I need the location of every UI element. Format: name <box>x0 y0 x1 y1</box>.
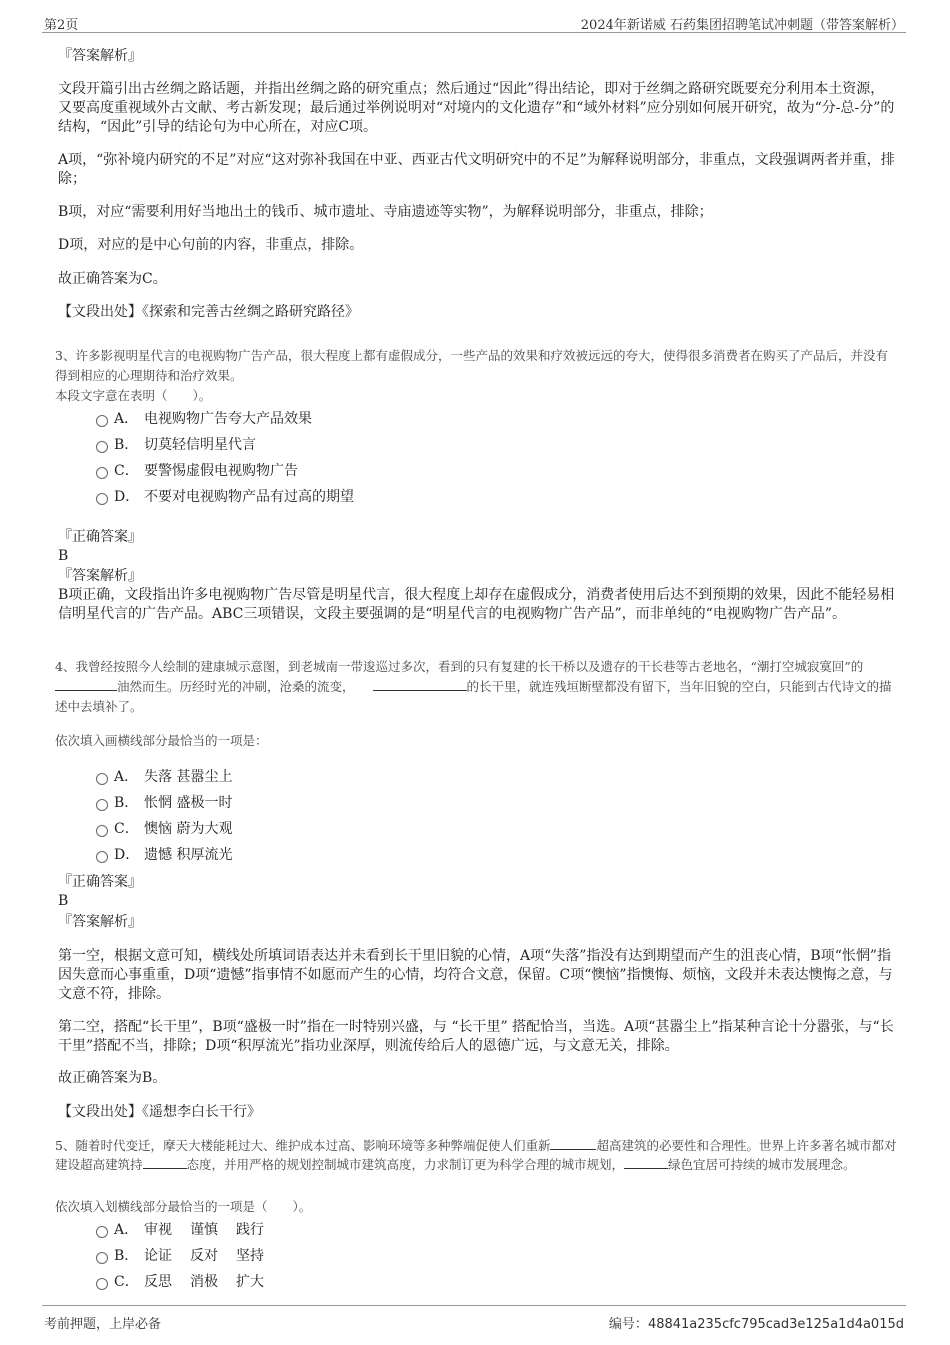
page-footer <box>42 1305 906 1330</box>
option-word-2: 谨慎 <box>190 1222 218 1238</box>
q3-answer: B <box>58 548 69 564</box>
q4-answer-heading: 『正确答案』 <box>58 874 142 890</box>
q4-option-d[interactable] <box>96 843 232 865</box>
q3-option-c[interactable] <box>96 459 298 481</box>
document-title: 2024年新诺威 石药集团招聘笔试冲刺题（带答案解析） <box>580 18 904 33</box>
radio-icon[interactable] <box>96 1252 108 1264</box>
code-value: 48841a235cfc795cad3e125a1d4a015d <box>647 1317 904 1332</box>
option-letter: C． <box>114 821 139 837</box>
radio-icon[interactable] <box>96 773 108 785</box>
blank-line <box>55 677 117 691</box>
q2-source: 【文段出处】《探索和完善古丝绸之路研究路径》 <box>58 304 359 320</box>
q3-prompt: 本段文字意在表明（ ）。 <box>55 388 212 403</box>
q5-option-b[interactable] <box>96 1244 264 1266</box>
option-letter: D． <box>114 847 140 863</box>
q3-option-b[interactable] <box>96 433 256 455</box>
q4-analysis-heading: 『答案解析』 <box>58 914 142 930</box>
page-number: 第2页 <box>44 18 79 33</box>
q4-source: 【文段出处】《遥想李白长干行》 <box>58 1104 261 1120</box>
radio-icon[interactable] <box>96 441 108 453</box>
option-letter: A． <box>114 1222 139 1238</box>
footer-slogan: 考前押题，上岸必备 <box>44 1317 162 1332</box>
radio-icon[interactable] <box>96 799 108 811</box>
q5-stem-part-4: 绿色宜居可持续的城市发展理念。 <box>668 1157 856 1172</box>
q2-analysis-paragraph-4: D项，对应的是中心句前的内容，非重点，排除。 <box>58 237 364 253</box>
option-word-3: 扩大 <box>236 1274 264 1290</box>
q4-option-c[interactable] <box>96 817 232 839</box>
option-word-2: 消极 <box>190 1274 218 1290</box>
q5-stem-part-1: 5、随着时代变迁，摩天大楼能耗过大、维护成本过高、影响环境等多种弊端促使人们重新 <box>55 1138 551 1153</box>
option-text: 不要对电视购物产品有过高的期望 <box>144 489 354 505</box>
option-letter: C． <box>114 463 139 479</box>
q3-answer-heading: 『正确答案』 <box>58 529 142 545</box>
q4-option-a[interactable] <box>96 765 232 787</box>
q5-stem-part-3: 态度，并用严格的规划控制城市建筑高度，力求制订更为科学合理的城市规划， <box>186 1157 625 1172</box>
option-word-3: 践行 <box>236 1222 264 1238</box>
q5-stem-part-2: 超高建筑的必要性和合理性。世界上许多著名城市都对建设超高建筑持 <box>55 1138 897 1172</box>
q5-option-c[interactable] <box>96 1270 264 1292</box>
page-header <box>42 14 906 33</box>
option-letter: A． <box>114 769 139 785</box>
option-text: 切莫轻信明星代言 <box>144 437 256 453</box>
q4-answer: B <box>58 893 69 909</box>
q2-analysis-paragraph-3: B项，对应“需要利用好当地出土的钱币、城市遗址、寺庙遗迹等实物”，为解释说明部分，非重点，排除； <box>58 204 713 220</box>
q4-stem-part-1: 4、我曾经按照今人绘制的建康城示意图，到老城南一带逡巡过多次，看到的只有复建的长干桥以及遗存的干长巷等古老地名，“潮打空城寂寞回”的 <box>55 659 864 674</box>
q4-final-answer: 故正确答案为B。 <box>58 1070 167 1086</box>
option-text: 遗憾 积厚流光 <box>144 847 233 863</box>
option-text: 电视购物广告夸大产品效果 <box>144 411 312 427</box>
option-word-1: 反思 <box>144 1274 172 1290</box>
option-word-3: 坚持 <box>236 1248 264 1264</box>
q5-stem <box>55 1136 900 1174</box>
q2-analysis-paragraph-2: A项，“弥补境内研究的不足”对应“这对弥补我国在中亚、西亚古代文明研究中的不足”为解释说明部分，非重点，文段强调两者并重，排除； <box>58 152 895 187</box>
option-letter: B． <box>114 1248 139 1264</box>
q3-analysis-heading: 『答案解析』 <box>58 568 142 584</box>
option-word-1: 论证 <box>144 1248 172 1264</box>
q3-stem: 3、许多影视明星代言的电视购物广告产品，很大程度上都有虚假成分，一些产品的效果和疗效被远远的夸大，使得很多消费者在购买了产品后，并没有得到相应的心理期待和治疗效果。 <box>55 348 888 383</box>
document-code <box>609 1313 904 1332</box>
q5-option-a[interactable] <box>96 1218 264 1240</box>
option-letter: D． <box>114 489 140 505</box>
option-text: 要警惕虚假电视购物广告 <box>144 463 298 479</box>
option-word-2: 反对 <box>190 1248 218 1264</box>
q4-option-b[interactable] <box>96 791 232 813</box>
option-letter: B． <box>114 437 139 453</box>
radio-icon[interactable] <box>96 493 108 505</box>
q2-final-answer: 故正确答案为C。 <box>58 271 167 287</box>
option-text: 懊恼 蔚为大观 <box>144 821 233 837</box>
blank-line <box>624 1155 668 1169</box>
q4-stem-part-2: 油然而生。历经时光的冲刷，沧桑的流变， <box>117 679 355 694</box>
q5-prompt: 依次填入划横线部分最恰当的一项是（ ）。 <box>55 1199 312 1214</box>
option-word-1: 审视 <box>144 1222 172 1238</box>
code-label: 编号： <box>608 1317 648 1332</box>
radio-icon[interactable] <box>96 851 108 863</box>
q4-stem-part-3: 的长干里，就连残垣断壁都没有留下，当年旧貌的空白，只能到古代诗文的描述中去填补了。 <box>55 679 892 714</box>
q4-analysis-paragraph-1: 第一空，根据文意可知，横线处所填词语表达并未看到长干里旧貌的心情，A项“失落”指没有达到期望而产生的沮丧心情，B项“怅惘”指因失意而心事重重，D项“遗憾”指事情不如愿而产生的心情，均符合文意，保留。C项“懊恼”指懊悔、烦恼，文段并未表达懊悔之意，与文意不符，排除。 <box>58 948 893 1002</box>
q4-prompt: 依次填入画横线部分最恰当的一项是： <box>55 733 268 748</box>
option-letter: A． <box>114 411 139 427</box>
radio-icon[interactable] <box>96 1278 108 1290</box>
blank-line <box>143 1155 187 1169</box>
q3-analysis: B项正确，文段指出许多电视购物广告尽管是明星代言，很大程度上却存在虚假成分，消费者使用后达不到预期的效果，因此不能轻易相信明星代言的广告产品。ABC三项错误，文段主要强调的是“明星代言的电视购物广告产品”，而非单纯的“电视购物广告产品”。 <box>58 587 895 622</box>
q2-analysis-paragraph-1: 文段开篇引出古丝绸之路话题，并指出丝绸之路的研究重点；然后通过“因此”得出结论，即对于丝绸之路研究既要充分利用本土资源，又要高度重视域外古文献、考古新发现；最后通过举例说明对“对境内的文化遗存”和“域外材料”应分别如何展开研究，故为“分-总-分”的结构，“因此”引导的结论句为中心所在，对应C项。 <box>58 81 895 135</box>
radio-icon[interactable] <box>96 415 108 427</box>
q4-stem <box>55 657 900 717</box>
q2-analysis-heading: 『答案解析』 <box>58 48 142 64</box>
radio-icon[interactable] <box>96 825 108 837</box>
option-letter: B． <box>114 795 139 811</box>
blank-line <box>373 677 467 691</box>
q3-option-d[interactable] <box>96 485 354 507</box>
option-letter: C． <box>114 1274 139 1290</box>
radio-icon[interactable] <box>96 1226 108 1238</box>
q3-option-a[interactable] <box>96 407 312 429</box>
q4-analysis-paragraph-2: 第二空，搭配“长干里”，B项“盛极一时”指在一时特别兴盛，与 “长干里” 搭配恰当，当选。A项“甚嚣尘上”指某种言论十分嚣张，与“长干里”搭配不当，排除；D项“积厚流光”指功业深厚，则流传给后人的恩德广远，与文意无关，排除。 <box>58 1019 894 1054</box>
blank-line <box>550 1136 596 1150</box>
option-text: 怅惘 盛极一时 <box>144 795 233 811</box>
option-text: 失落 甚嚣尘上 <box>144 769 233 785</box>
radio-icon[interactable] <box>96 467 108 479</box>
